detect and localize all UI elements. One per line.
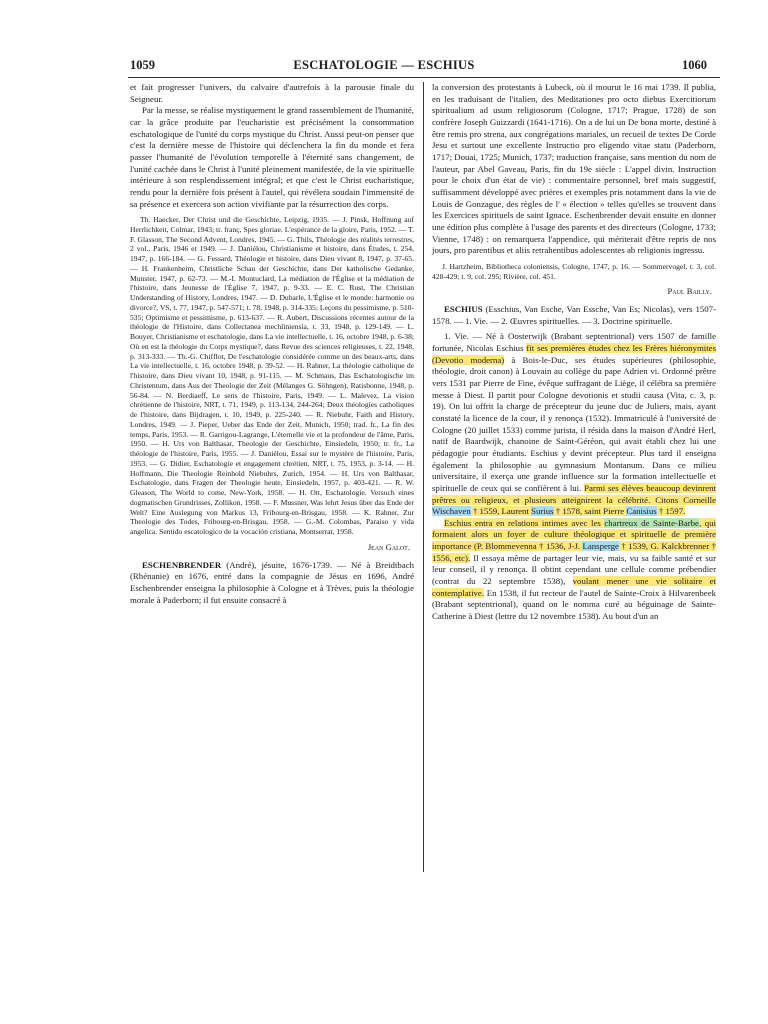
author-signature: Jean Galot. <box>367 541 410 552</box>
entry-text: (Esschius, Van Esche, Van Essche, Van Es; Nicolas), vers 1507-1578. — 1. Vie. — 2. Œuvres spirituelles. — 3. Doctrine spirituelle. <box>432 304 716 326</box>
paragraph-vie: 1. Vie. — Né à Oosterwijk (Brabant septentrional) vers 1507 de famille fortunée, Nicolas Eschius fit ses premières études chez les Frères hiéronymites (Devotio moderna) à Bois-le-Duc, ses études supérieures (philosophie, théologie, droit canon) à Louvain au collège du pape Adrien vi. Ordonné prêtre vers 1531 par Pierre de Fine, évêque suffragant de Liège, il célébra sa première messe à Diest. Il partit pour Cologne devotionis et studii causa (Vita, c. 3, p. 19). On lui offrit la charge de précepteur du jeune duc de Juliers, mais, ayant constaté la licence de la cour, il y renonça (1532). Immatriculé à l'université de Cologne (20 juillet 1533) comme jurista, il résida dans la maison d'André Herl, natif de Baardwijk, chanoine de Saint-Géréon, qui avait établi chez lui une pédagogie pour étudiants. Eschius y devint précepteur. Plus tard il enseigna également la philosophie au gymnasium Montanum. Dans ce milieu universitaire, il exerça une grande influence sur la formation intellectuelle et spirituelle de ceux qui se confièrent à lui. Parmi ses élèves beaucoup devinrent prêtres ou religieux, et plusieurs atteignirent la célébrité. Citons Corneille Wischaven † 1559, Laurent Surius † 1578, saint Pierre Canisius † 1597. <box>432 331 717 517</box>
highlight-blue: Wischaven <box>432 506 471 517</box>
page-number-left: 1059 <box>130 58 155 72</box>
highlight: † 1539, G. Kalckbrenner † 1556, etc). <box>432 541 716 563</box>
highlight: , qui formaient alors un foyer de culture théologique et spirituelle de première importance (P. Blommevenna † 1536, J-J. <box>432 517 716 552</box>
highlight-blue: Lansperge <box>582 541 619 552</box>
entry-text: (André), jésuite, 1676-1739. — Né à Breidtbach (Rhénanie) en 1676, entré dans la compagnie de Jésus en 1696, André Eschenbrender enseigna la philosophie à Cologne et à Trèves, puis la théologie morale à Paderborn; il fut ensuite consacré à <box>130 559 414 605</box>
running-title: ESCHATOLOGIE — ESCHIUS <box>293 58 475 72</box>
paragraph: et fait progresser l'univers, du calvaire d'autrefois à la parousie finale du Seigneur. <box>130 82 414 104</box>
highlight-blue: Canisius <box>626 506 657 517</box>
paragraph: la conversion des protestants à Lubeck, où il mourut le 16 mai 1739. Il publia, en les traduisant de l'italien, des Meditationes pro octo diebus Exercitiorum spiritualium ad usum religiosorum (Cologne, 1717; Prague, 1728) de son confrère Joseph Guizzardi (1641-1716). On a de lui un De bona morte, destiné à être remis pro strena, aux congrégations mariales, un recueil de textes De Corde Jesu et surtout une excellente Instructio pro eligendo vitae statu (Paderborn, 1717; Douai, 1725; Munich, 1737; traduction française, sans mention du nom de l'auteur, par Abel Gaveau, Paris, fin du 19e siècle : L'appel divin. Instruction pour le choix d'un état de vie) : commentaire personnel, bref mais suggestif, suffisamment développé avec prières et exemples pris notamment dans la vie de Louis de Gonzague, des règles de l' « élection » telles qu'elles se trouvent dans les Exercices spirituels de saint Ignace. Eschenbrender devait ensuite en donner une édition plus complète à l'usage des parents et des directeurs (Cologne, 1733; Vienne, 1748) : on remarquera l'appendice, qui mériterait d'être repris de nos jours, pro parentibus et aliis retrahentibus adolescentes ab religionis ingressu. <box>432 82 716 256</box>
header-rule <box>128 77 720 78</box>
author-signature: Paul Bailly. <box>667 286 712 297</box>
page-number-right: 1060 <box>682 58 707 72</box>
highlight-green: chartreux de Sainte-Barbe <box>604 517 699 528</box>
entry-heading: ESCHIUS <box>444 304 483 314</box>
entry-heading: ESCHENBRENDER <box>142 559 222 570</box>
bibliography: J. Hartzheim, Bibliotheca coloniensis, Cologne, 1747, p. 16. — Sommervogel, t. 3, col. 428-429; t. 9, col. 295; Rivière, col. 451. <box>432 261 716 281</box>
right-column <box>432 82 716 623</box>
column-divider <box>423 82 424 872</box>
highlight: † 1559, Laurent <box>470 506 532 517</box>
highlight: voulant mener une vie solitaire et contemplative. <box>432 576 716 598</box>
bibliography: Th. Haecker, Der Christ und die Geschichte, Leipzig, 1935. — J. Pinsk, Hoffnung auf Herrlichkeit, Colmar, 1943; tr. franç, Spes gloriae. L'espérance de la gloire, Paris, 1952. — T. F. Glasson, The Second Advent, Londres, 1945. — G. Thils, Théologie des réalités terrestres, 2 vol., Paris, 1946 et 1949. — J. Daniélou, Christianisme et histoire, dans Études, t. 254, 1947, p. 166-184. — G. Fessard, Théologie et histoire, dans Dieu vivant 8, 1947, p. 37-65. — H. Frankenheim, Christliche Schau der Geschichte, dans Der katholische Gedanke, Munster, 1947, p. 62-73. — M.-I. Montuclard, La médiation de l'Église et la médiation de l'histoire, dans Jeunesse de l'Église 7, 1947, p. 9-33. — E. C. Rust, The Christian Understanding of History, Londres, 1947. — D. Dubarle, L'Église et le monde: harmonie ou divorce?, VS, t. 77, 1947, p. 547-571; t. 78, 1948, p. 314-335; Leçons du pessimisme, p. 510-535; Optimisme et pessimisme, p. 613-637. — R. Aubert, Discussions récentes autour de la théologie de l'Histoire, dans Collectanea mechliniensia, t. 33, 1948, p. 129-149. — L. Bouyer, Christianisme et eschatologie, dans La vie intellectuelle, t. 16, octobre 1948, p. 6-38; Où en est la théologie du Corps mystique?, dans Revue des sciences religieuses, t. 22, 1948, p. 313-333. — Th.-G. Chifflot, De l'eschatologie considérée comme un des beaux-arts, dans La vie intellectuelle, t. 16, octobre 1948, p. 39-52. — H. Rahner, La théologie catholique de l'histoire, dans Dieu vivant 10, 1948, p. 91-115. — M. Schmaus, Das Eschatologische im Christentum, dans Aus der Theologie der Zeit (Mélanges G. Söhngen), Ratisbonne, 1948, p. 56-84. — N. Berdiaeff, Le sens de l'histoire, Paris, 1949. — L. Malevez, La vision chrétienne de l'histoire, NRT, t. 71, 1949, p. 113-134, 244-264; Deux théologies catholiques de l'histoire, dans Bijdragen, t. 10, 1949, p. 225-240. — R. Niebuhr, Faith and History, Londres, 1949. — J. Pieper, Ueber das Ende der Zeit, Munich, 1950; trad. fr., La fin des temps, Paris, 1953. — R. Garrigou-Lagrange, L'éternelle vie et la profondeur de l'âme, Paris, 1950. — H. Urs von Balthasar, Theologie der Geschichte, Einsiedeln, 1950; tr. fr., La théologie de l'histoire, Paris, 1955. — J. Daniélou, Essai sur le mystère de l'histoire, Paris, 1953. — G. Didier, Eschatologie et engagement chrétien, NRT, t. 75, 1953, p. 3-14. — H. Hoffmann, Die Theologie Reinhold Niebuhrs, Zurich, 1954. — H. Urs von Balthasar, Eschatologie, dans Fragen der Theologie heute, Einsiedeln, 1957, p. 403-421. — R. W. Gleason, The World to come, New-York, 1958. — H. Ott, Eschatologie. Versuch eines dogmatischen Grundrisses, Zollikon, 1958. — F. Mussner, Was lehrt Jesus über das Ende der Welt? Eine Auslegung von Markus 13, Fribourg-en-Brisgau, 1958. — K. Rahner, Zur Theologie des Todes, Fribourg-en-Brisgau, 1958. — G.-M. Colombas, Paraiso y vida angelica. Sentido escatologico de la vocación cristiana, Montserrat, 1958. <box>130 215 414 537</box>
highlight: Eschius entra en relations intimes avec les <box>444 517 605 528</box>
highlight-blue: Surius <box>531 506 554 517</box>
entry-paragraph <box>432 304 716 327</box>
highlight: Parmi ses élèves beaucoup devinrent prêtres ou religieux, et plusieurs atteignirent la célébrité. Citons Corneille <box>432 482 717 505</box>
paragraph-chartreux: Eschius entra en relations intimes avec les chartreux de Sainte-Barbe, qui formaient alors un foyer de culture théologique et spirituelle de première importance (P. Blommevenna † 1536, J-J. Lansperge † 1539, G. Kalckbrenner † 1556, etc). Il essaya même de partager leur vie, mais, vu sa faible santé et sur leur conseil, il y renonça. Il obtint cependant une cellule comme prébendier (contrat du 22 septembre 1538), voulant mener une vie solitaire et contemplative. En 1538, il fut recteur de l'autel de Sainte-Croix à Hilvarenbeek (Brabant septentrional), quand on le nomma curé au béguinage de Sainte-Catherine à Diest (lettre du 12 novembre 1538). Au bout d'un an <box>432 517 716 622</box>
highlight: † 1597. <box>656 506 686 517</box>
highlight: fit ses premières études chez les Frères hiéronymites (Devotio moderna) <box>432 342 717 365</box>
entry-paragraph <box>130 560 414 607</box>
running-header <box>0 0 768 84</box>
paragraph: Par la messe, se réalise mystiquement le grand rassemblement de l'humanité, car la grâce produite par l'eucharistie est précisément la consommation eschatologique de l'unité du corps mystique du Christ. Aussi peut-on penser que c'est la dernière messe de l'histoire qui déclenchera la fin du monde et fera passer l'humanité de l'évolution temporelle à l'éternité sans changement, de l'unité cachée dans le Christ à l'unité pleinement manifestée, de la vie spirituelle intérieure à son resplendissement intégral; et que c'est le Christ eucharistique, rendu pour la dernière fois présent à l'autel, qui révélera soudain l'immensité de sa présence et exercera son action vivifiante par la résurrection des corps. <box>130 105 414 209</box>
left-column <box>130 82 414 606</box>
highlight: † 1578, saint Pierre <box>553 506 627 517</box>
